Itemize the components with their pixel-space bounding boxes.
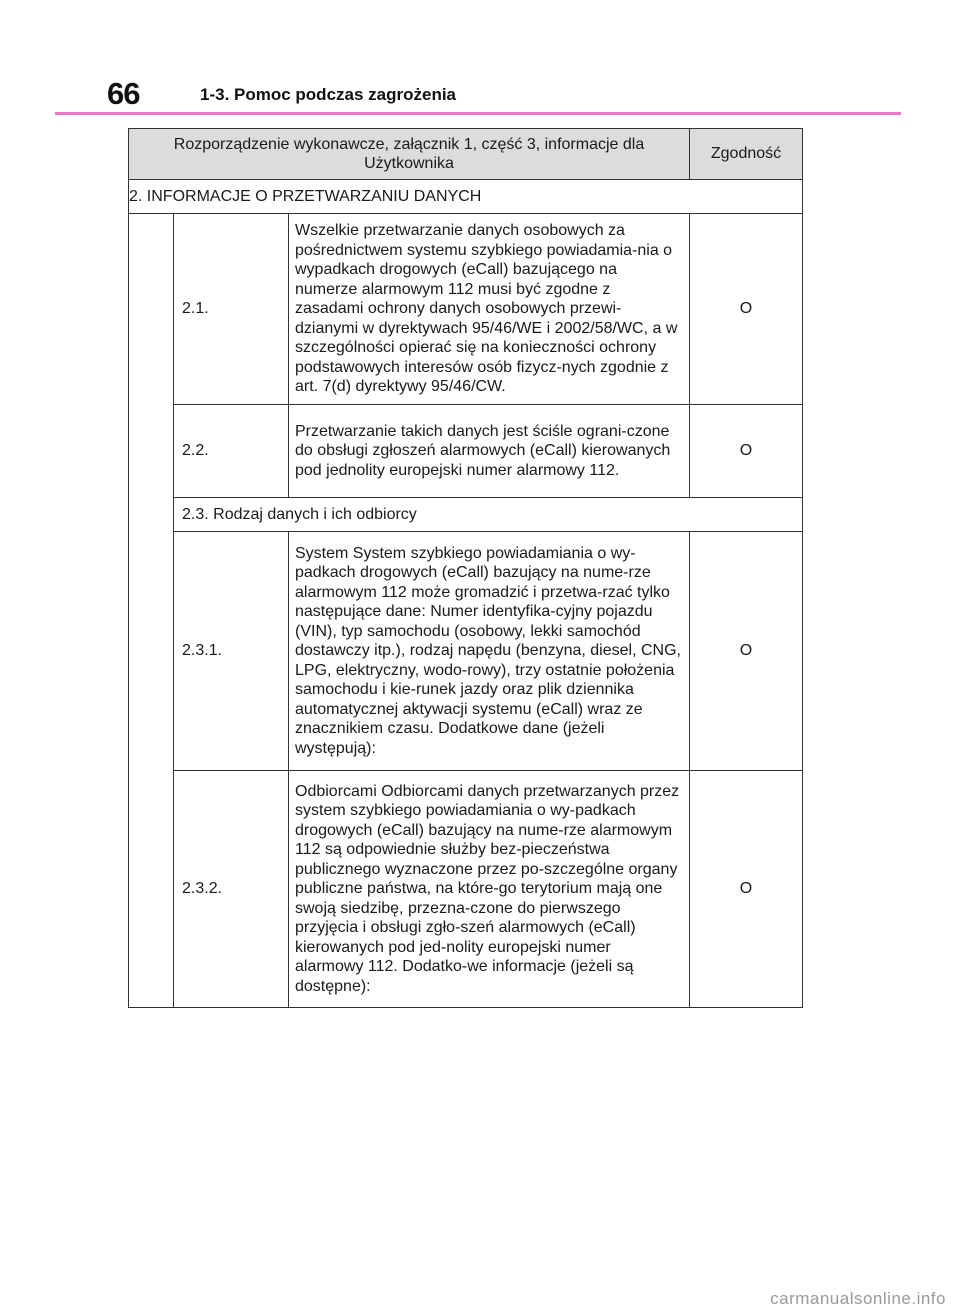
table-row <box>129 214 803 405</box>
watermark: carmanualsonline.info <box>770 1289 946 1308</box>
subsection-heading-row <box>129 498 803 532</box>
row-compliance: O <box>690 771 803 1008</box>
row-compliance: O <box>690 532 803 771</box>
row-number: 2.1. <box>174 214 289 405</box>
section-title: 1-3. Pomoc podczas zagrożenia <box>200 85 457 104</box>
row-compliance: O <box>690 405 803 498</box>
row-text: Wszelkie przetwarzanie danych osobowych za pośrednictwem systemu szybkiego powiadamia-nia o wypadkach drogowych (eCall) bazującego na numerze alarmowym 112 musi być zgodne z zasadami ochrony danych osobowych przewi-dzianymi w dyrektywach 95/46/WE i 2002/58/WC, a w szczególności opierać się na konieczności ochrony podstawowych interesów osób fizycz-nych zgodnie z art. 7(d) dyrektywy 95/46/CW. <box>289 214 690 405</box>
column-header-regulation: Rozporządzenie wykonawcze, załącznik 1, część 3, informacje dla Użytkownika <box>129 129 690 180</box>
subsection-heading: 2.3. Rodzaj danych i ich odbiorcy <box>174 498 803 532</box>
header-divider <box>55 112 901 115</box>
row-number: 2.3.2. <box>174 771 289 1008</box>
indent-cell <box>129 214 174 1008</box>
row-number: 2.2. <box>174 405 289 498</box>
section-heading-row <box>129 180 803 214</box>
row-number: 2.3.1. <box>174 532 289 771</box>
table-row <box>129 405 803 498</box>
column-header-compliance: Zgodność <box>690 129 803 180</box>
page-number: 66 <box>107 76 140 111</box>
section-heading: 2. INFORMACJE O PRZETWARZANIU DANYCH <box>129 180 803 214</box>
row-text: Odbiorcami Odbiorcami danych przetwarzanych przez system szybkiego powiadamiania o wy-padkach drogowych (eCall) bazujący na nume-rze alarmowym 112 są odpowiednie służby bez-pieczeństwa publicznego wyznaczone przez po-szczególne organy publiczne państwa, na które-go terytorium mają one swoją siedzibę, przezna-czone do pierwszego przyjęcia i obsługi zgło-szeń alarmowych (eCall) kierowanych pod jed-nolity europejski numer alarmowy 112. Dodatko-we informacje (jeżeli są dostępne): <box>289 771 690 1008</box>
row-compliance: O <box>690 214 803 405</box>
table-header-row <box>129 129 803 180</box>
table-row <box>129 771 803 1008</box>
row-text: System System szybkiego powiadamiania o wy-padkach drogowych (eCall) bazujący na nume-rze alarmowym 112 może gromadzić i przetwa-rzać tylko następujące dane: Numer identyfika-cyjny pojazdu (VIN), typ samochodu (osobowy, lekki samochód dostawczy itp.), rodzaj napędu (benzyna, diesel, CNG, LPG, elektryczny, wodo-rowy), trzy ostatnie położenia samochodu i kie-runek jazdy oraz plik dziennika automatycznej aktywacji systemu (eCall) wraz ze znacznikiem czasu. Dodatkowe dane (jeżeli występują): <box>289 532 690 771</box>
table-row <box>129 532 803 771</box>
row-text: Przetwarzanie takich danych jest ściśle ograni-czone do obsługi zgłoszeń alarmowych (eCall) kierowanych pod jednolity europejski numer alarmowy 112. <box>289 405 690 498</box>
regulation-table <box>128 128 803 1008</box>
